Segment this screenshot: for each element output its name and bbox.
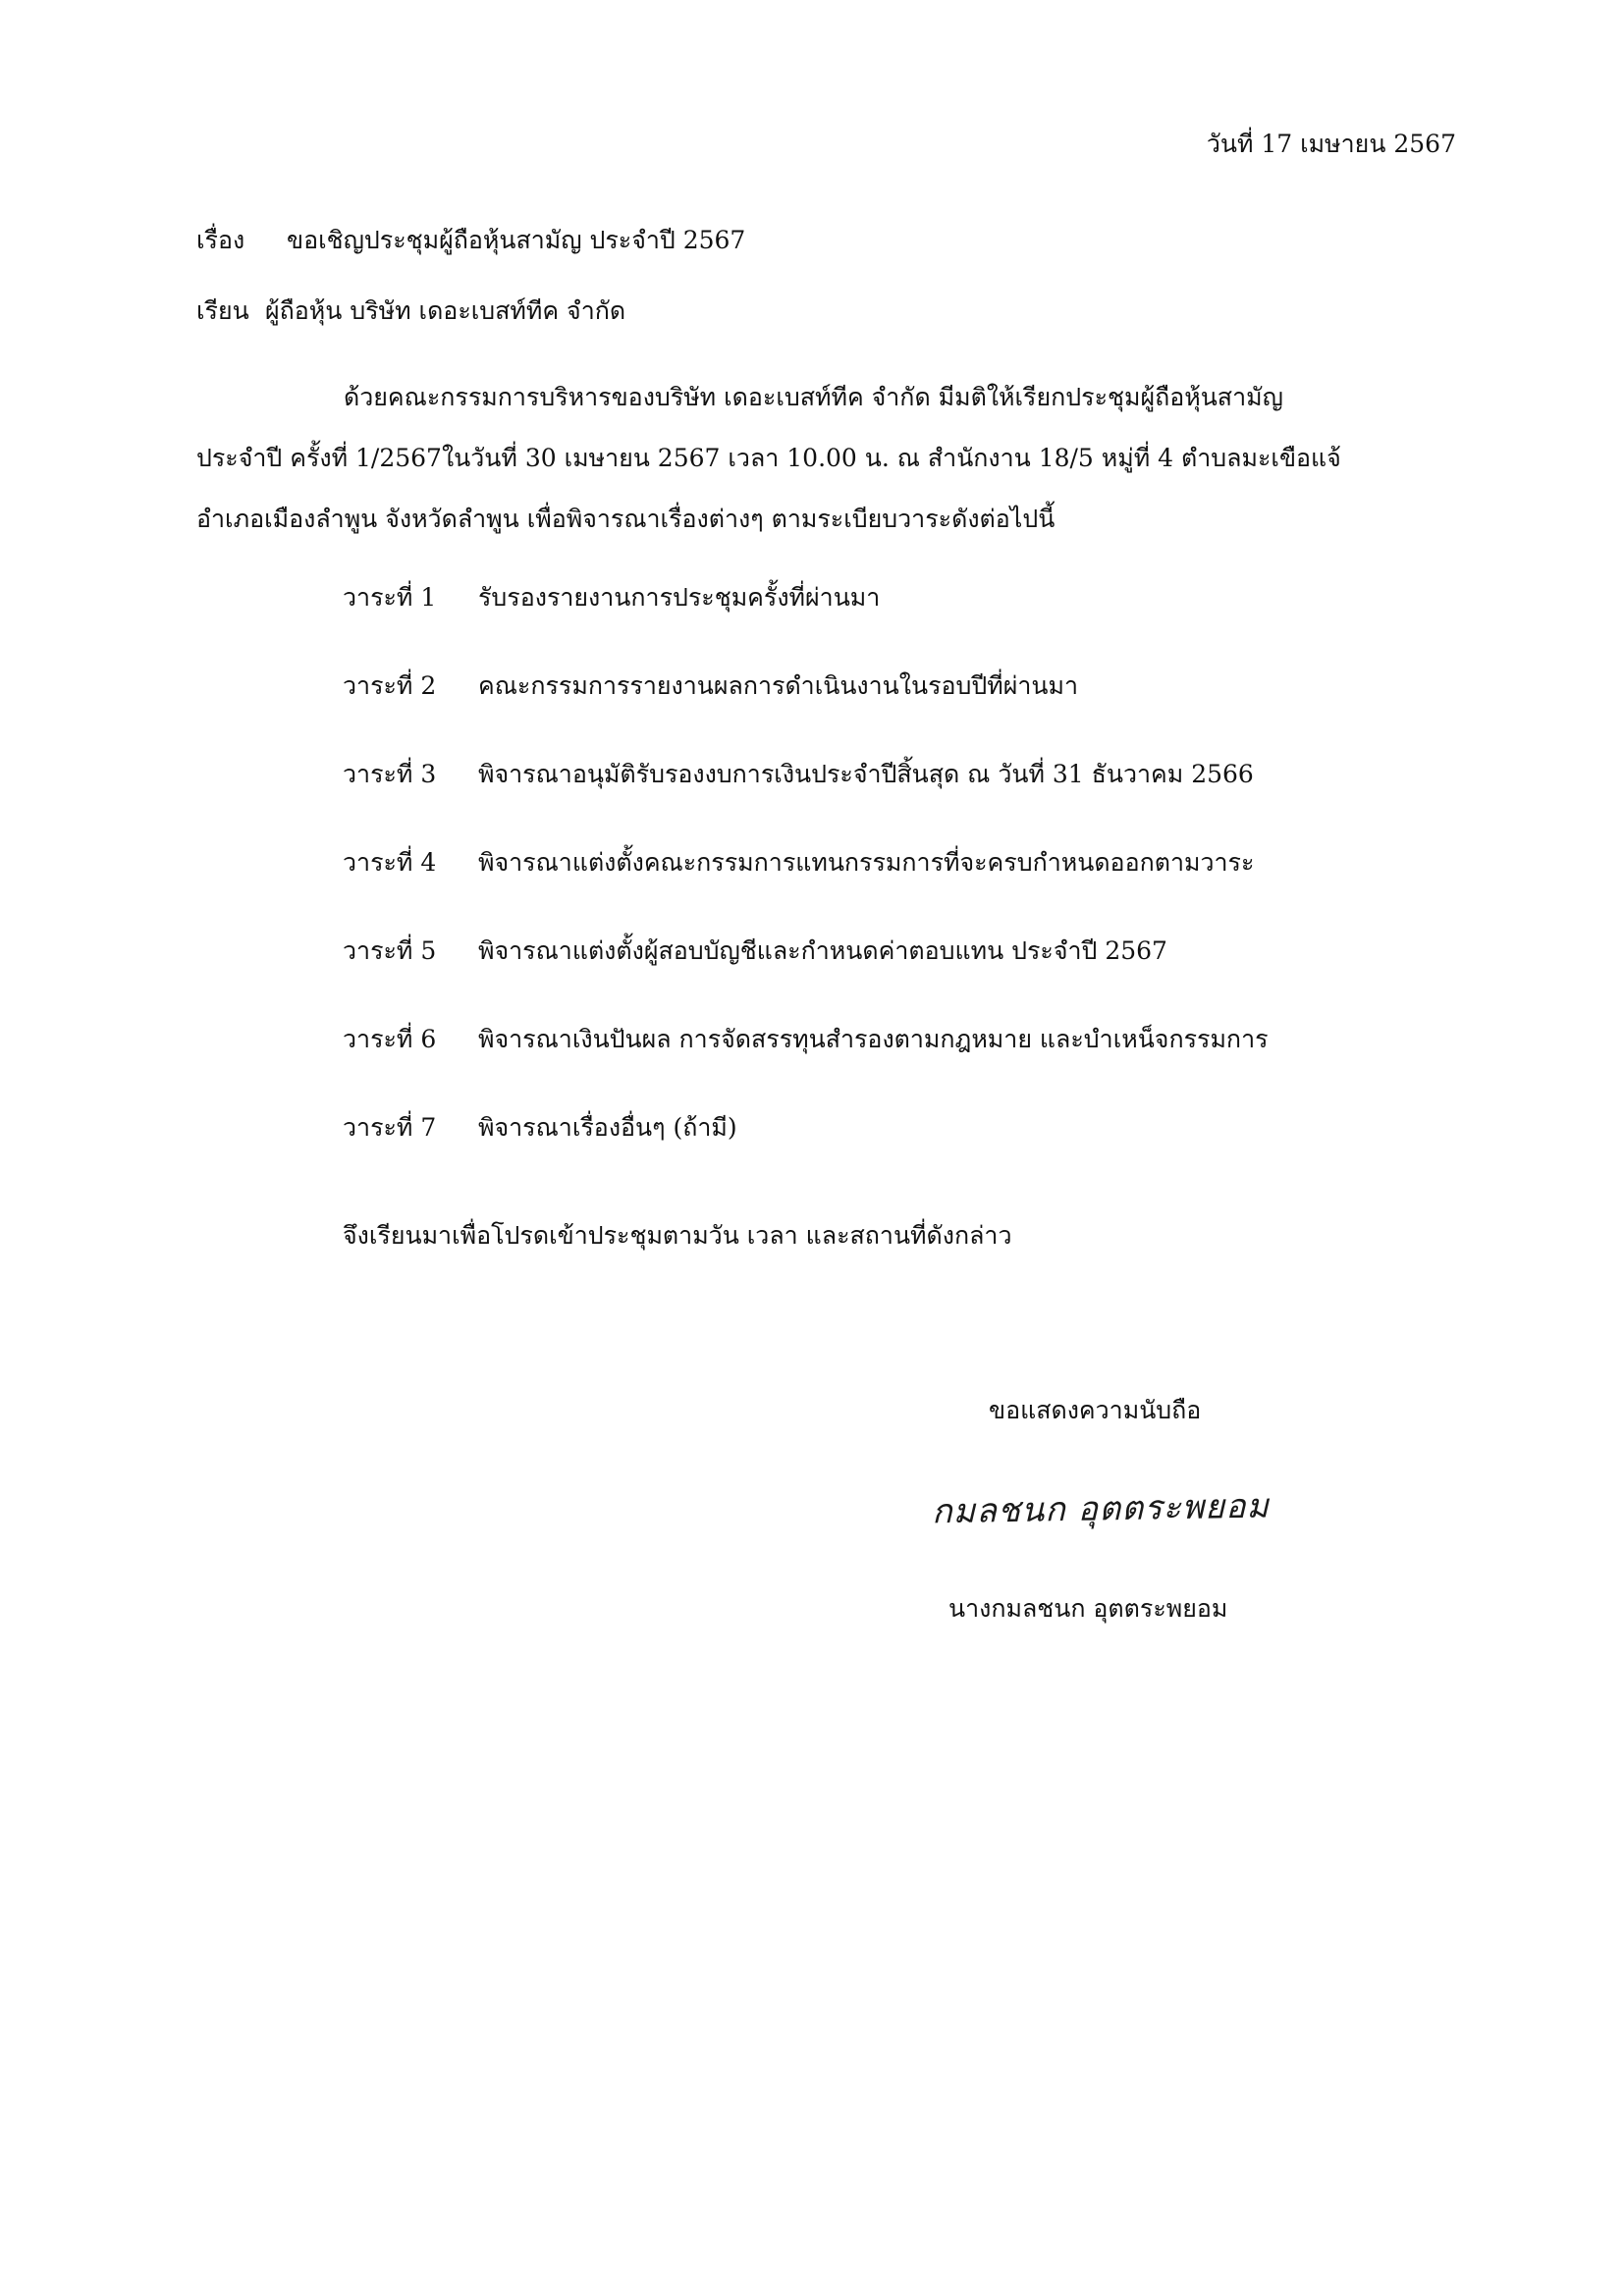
agenda-number: วาระที่ 5 <box>343 936 437 965</box>
subject-text: ขอเชิญประชุมผู้ถือหุ้นสามัญ ประจำปี 2567 <box>287 226 746 254</box>
agenda-item <box>343 934 1167 968</box>
recipient-label: เรียน <box>196 296 249 325</box>
agenda-item <box>343 758 1254 791</box>
agenda-number: วาระที่ 1 <box>343 583 437 612</box>
agenda-text: พิจารณาเรื่องอื่นๆ (ถ้ามี) <box>478 1113 737 1142</box>
subject-line <box>196 224 745 257</box>
agenda-item <box>343 1023 1269 1056</box>
agenda-text: พิจารณาแต่งตั้งผู้สอบบัญชีและกำหนดค่าตอบแทน ประจำปี 2567 <box>478 936 1167 965</box>
body-line: ด้วยคณะกรรมการบริหารของบริษัท เดอะเบสท์ทีค จำกัด มีมติให้เรียกประชุมผู้ถือหุ้นสามัญ <box>344 383 1283 411</box>
agenda-number: วาระที่ 4 <box>343 848 437 877</box>
letter-date: วันที่ 17 เมษายน 2567 <box>1206 130 1456 158</box>
agenda-text: รับรองรายงานการประชุมครั้งที่ผ่านมา <box>478 583 881 612</box>
signature-strokes: กมลชนก อุตตระพยอม <box>931 1486 1271 1532</box>
agenda-number: วาระที่ 3 <box>343 760 437 788</box>
recipient-text: ผู้ถือหุ้น บริษัท เดอะเบสท์ทีค จำกัด <box>265 296 626 325</box>
signer-name: นางกมลชนก อุตตระพยอม <box>948 1594 1228 1623</box>
closing-sentence: จึงเรียนมาเพื่อโปรดเข้าประชุมตามวัน เวลา และสถานที่ดังกล่าว <box>343 1221 1012 1250</box>
body-line: อำเภอเมืองลำพูน จังหวัดลำพูน เพื่อพิจารณาเรื่องต่างๆ ตามระเบียบวาระดังต่อไปนี้ <box>196 505 1056 533</box>
agenda-item <box>343 669 1078 703</box>
agenda-text: พิจารณาอนุมัติรับรองงบการเงินประจำปีสิ้นสุด ณ วันที่ 31 ธันวาคม 2566 <box>478 760 1254 788</box>
agenda-item <box>343 1111 737 1145</box>
complimentary-close: ขอแสดงความนับถือ <box>989 1396 1202 1424</box>
body-line: ประจำปี ครั้งที่ 1/2567ในวันที่ 30 เมษายน 2567 เวลา 10.00 น. ณ สำนักงาน 18/5 หมู่ที่ 4 ตำบลมะเขือแจ้ <box>196 444 1341 472</box>
agenda-text: คณะกรรมการรายงานผลการดำเนินงานในรอบปีที่ผ่านมา <box>478 671 1079 700</box>
agenda-number: วาระที่ 7 <box>343 1113 437 1142</box>
agenda-number: วาระที่ 6 <box>343 1025 437 1053</box>
agenda-item <box>343 846 1254 880</box>
subject-label: เรื่อง <box>196 226 245 254</box>
recipient-line <box>196 294 625 328</box>
agenda-number: วาระที่ 2 <box>343 671 437 700</box>
agenda-text: พิจารณาเงินปันผล การจัดสรรทุนสำรองตามกฎหมาย และบำเหน็จกรรมการ <box>478 1025 1269 1053</box>
handwritten-signature <box>928 1472 1321 1541</box>
agenda-text: พิจารณาแต่งตั้งคณะกรรมการแทนกรรมการที่จะครบกำหนดออกตามวาระ <box>478 848 1255 877</box>
agenda-item <box>343 581 880 614</box>
